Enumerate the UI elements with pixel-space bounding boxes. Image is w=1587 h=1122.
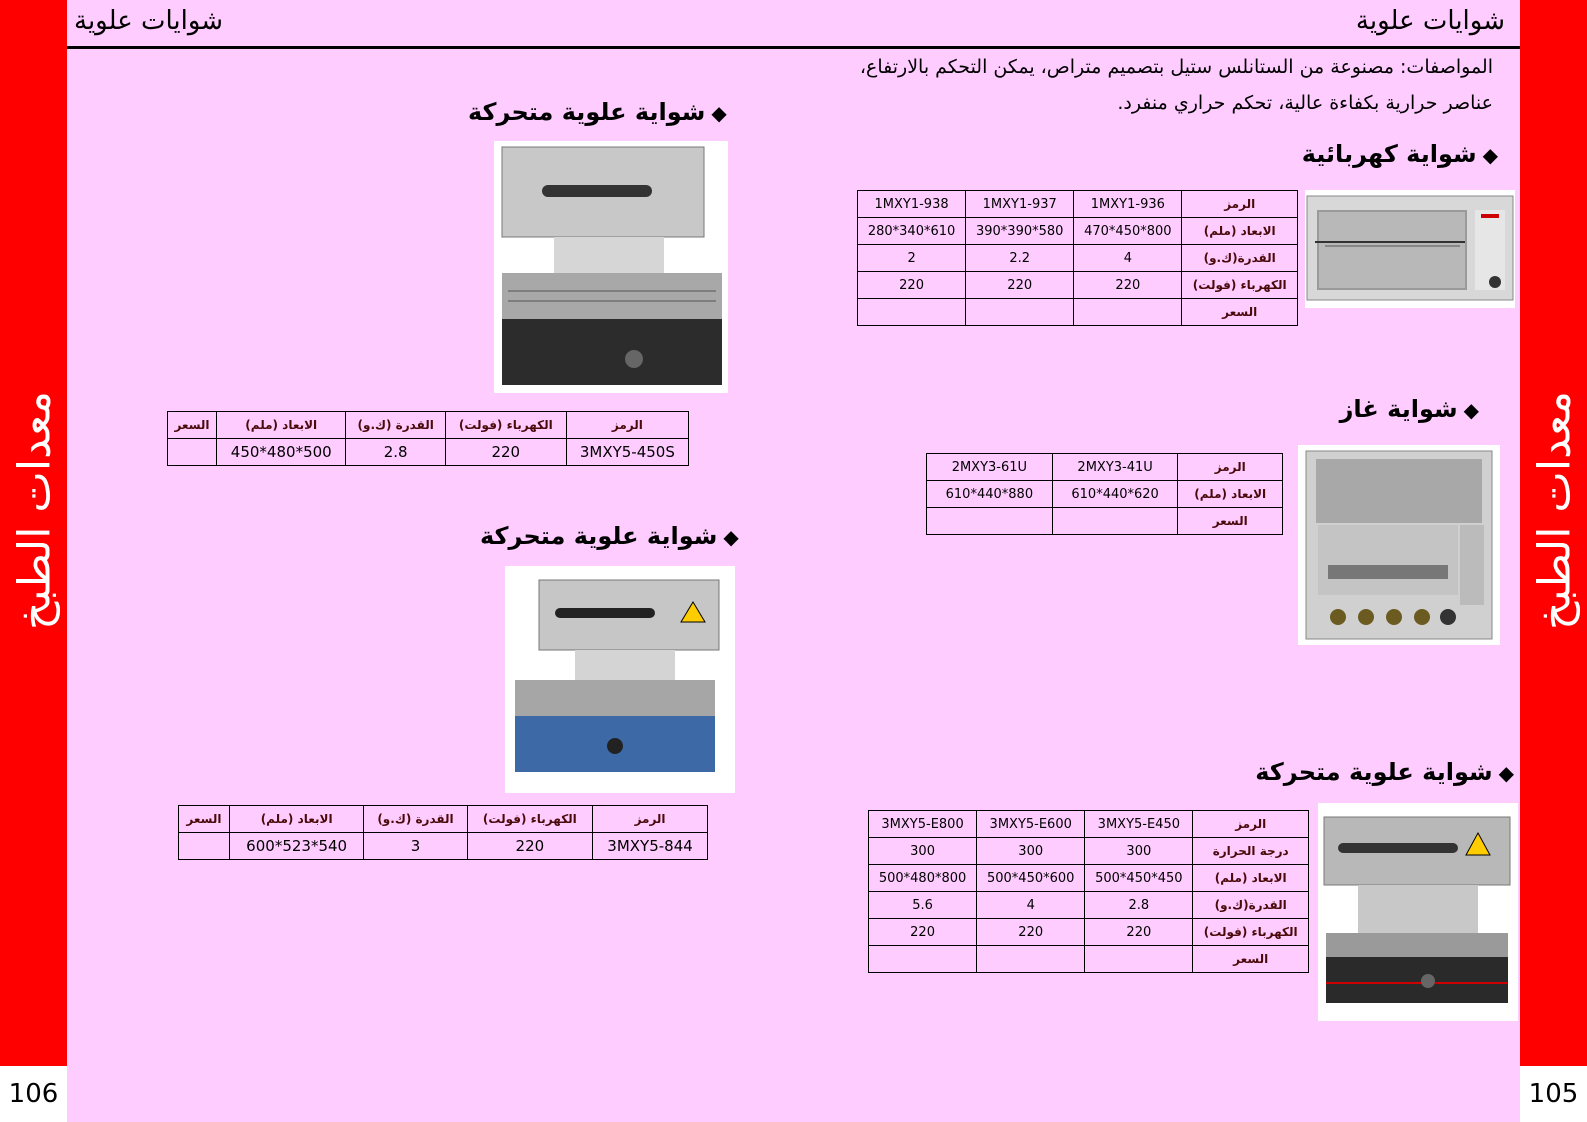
table-row (179, 833, 708, 860)
left-product-2-table (178, 805, 708, 860)
table-row (858, 299, 1298, 326)
table-cell: 620*440*610 (1052, 481, 1178, 508)
table-cell: 300 (1085, 838, 1193, 865)
table-cell: 220 (1074, 272, 1182, 299)
column-header: السعر (168, 412, 217, 439)
table-cell: 220 (1085, 919, 1193, 946)
table-cell: 220 (445, 439, 566, 466)
table-row (869, 946, 1309, 973)
table-cell: 2 (858, 245, 966, 272)
movable-salamander-image-right (1318, 803, 1518, 1021)
table-header-row (168, 412, 689, 439)
table-cell: 220 (858, 272, 966, 299)
gas-section-title: ◆شواية غاز (1339, 395, 1479, 423)
column-header: الرمز (566, 412, 688, 439)
row-label: الكهرباء (فولت) (1193, 919, 1309, 946)
column-header: الابعاد (ملم) (217, 412, 346, 439)
table-cell (977, 946, 1085, 973)
table-cell: 2MXY3-61U (927, 454, 1053, 481)
row-label: القدرة(ك.و) (1182, 245, 1298, 272)
row-label: الرمز (1193, 811, 1309, 838)
table-cell: 5.6 (869, 892, 977, 919)
row-label: درجة الحرارة (1193, 838, 1309, 865)
table-header-row (179, 806, 708, 833)
table-cell: 2.2 (966, 245, 1074, 272)
row-label: الابعاد (ملم) (1193, 865, 1309, 892)
column-header: السعر (179, 806, 230, 833)
table-cell: 220 (467, 833, 593, 860)
table-cell (1074, 299, 1182, 326)
table-cell: 2MXY3-41U (1052, 454, 1178, 481)
specs-line-1: المواصفات: مصنوعة من الستانلس ستيل بتصميم متراص، يمكن التحكم بالارتفاع، (859, 56, 1493, 78)
table-cell (168, 439, 217, 466)
diamond-bullet-icon: ◆ (711, 101, 727, 125)
row-label: القدرة(ك.و) (1193, 892, 1309, 919)
column-header: القدرة (ك.و) (346, 412, 445, 439)
table-cell: 1MXY1-936 (1074, 191, 1182, 218)
table-cell: 600*450*500 (977, 865, 1085, 892)
electric-spec-table (857, 190, 1298, 326)
row-label: الكهرباء (فولت) (1182, 272, 1298, 299)
table-row (927, 481, 1283, 508)
movable-spec-table-right (868, 810, 1309, 973)
table-cell: 4 (1074, 245, 1182, 272)
table-cell: 500*480*450 (217, 439, 346, 466)
diamond-bullet-icon: ◆ (1482, 143, 1498, 167)
gas-salamander-image (1298, 445, 1500, 645)
table-cell: 220 (869, 919, 977, 946)
table-row (869, 838, 1309, 865)
table-cell: 610*340*280 (858, 218, 966, 245)
right-page-number: 105 (1520, 1066, 1587, 1122)
row-label: الابعاد (ملم) (1178, 481, 1283, 508)
left-page-number: 106 (0, 1066, 67, 1122)
table-row (869, 865, 1309, 892)
left-header-title: شوايات علوية (74, 6, 224, 36)
left-product-1-title: ◆شواية علوية متحركة (468, 98, 727, 126)
diamond-bullet-icon: ◆ (1498, 761, 1514, 785)
row-label: السعر (1182, 299, 1298, 326)
movable-section-title: ◆شواية علوية متحركة (1255, 758, 1514, 786)
table-cell: 800*480*500 (869, 865, 977, 892)
table-cell: 2.8 (346, 439, 445, 466)
diamond-bullet-icon: ◆ (1463, 398, 1479, 422)
table-cell: 220 (966, 272, 1074, 299)
table-row (858, 218, 1298, 245)
table-cell: 540*523*600 (229, 833, 363, 860)
table-cell (1052, 508, 1178, 535)
table-cell: 2.8 (1085, 892, 1193, 919)
table-cell: 880*440*610 (927, 481, 1053, 508)
header-rule (67, 46, 1520, 49)
column-header: الكهرباء (فولت) (467, 806, 593, 833)
table-cell (869, 946, 977, 973)
row-label: السعر (1193, 946, 1309, 973)
right-side-bar (1520, 0, 1587, 1122)
table-cell: 3MXY5-844 (593, 833, 708, 860)
specs-line-2: عناصر حرارية بكفاءة عالية، تحكم حراري منفرد. (1117, 92, 1493, 114)
table-cell (179, 833, 230, 860)
table-cell: 3MXY5-E800 (869, 811, 977, 838)
table-cell (927, 508, 1053, 535)
table-cell: 3 (364, 833, 467, 860)
table-cell: 300 (977, 838, 1085, 865)
table-cell: 300 (869, 838, 977, 865)
electric-section-title: ◆شواية كهربائية (1301, 140, 1498, 168)
table-cell (858, 299, 966, 326)
table-cell (966, 299, 1074, 326)
table-cell: 450*450*500 (1085, 865, 1193, 892)
table-cell: 4 (977, 892, 1085, 919)
left-product-1-table (167, 411, 689, 466)
table-row (869, 919, 1309, 946)
column-header: الابعاد (ملم) (229, 806, 363, 833)
table-row (858, 272, 1298, 299)
table-row (927, 508, 1283, 535)
column-header: الرمز (593, 806, 708, 833)
left-product-2-title: ◆شواية علوية متحركة (480, 522, 739, 550)
left-product-1-image (494, 141, 728, 393)
row-label: الابعاد (ملم) (1182, 218, 1298, 245)
table-cell: 3MXY5-E600 (977, 811, 1085, 838)
gas-spec-table (926, 453, 1283, 535)
table-row (168, 439, 689, 466)
electric-salamander-image (1305, 190, 1515, 308)
right-side-title: معدات الطبخ (1529, 391, 1581, 630)
table-row (858, 245, 1298, 272)
right-header-title: شوايات علوية (1355, 6, 1505, 36)
table-cell (1085, 946, 1193, 973)
left-product-2-image (505, 566, 735, 793)
table-cell: 1MXY1-937 (966, 191, 1074, 218)
table-cell: 580*390*390 (966, 218, 1074, 245)
table-row (869, 892, 1309, 919)
left-side-bar (0, 0, 67, 1122)
column-header: القدرة (ك.و) (364, 806, 467, 833)
table-cell: 3MXY5-E450 (1085, 811, 1193, 838)
table-cell: 800*450*470 (1074, 218, 1182, 245)
table-cell: 3MXY5-450S (566, 439, 688, 466)
column-header: الكهرباء (فولت) (445, 412, 566, 439)
row-label: السعر (1178, 508, 1283, 535)
table-row (869, 811, 1309, 838)
table-row (927, 454, 1283, 481)
left-side-title: معدات الطبخ (9, 391, 61, 630)
row-label: الرمز (1178, 454, 1283, 481)
row-label: الرمز (1182, 191, 1298, 218)
table-cell: 1MXY1-938 (858, 191, 966, 218)
table-cell: 220 (977, 919, 1085, 946)
table-row (858, 191, 1298, 218)
diamond-bullet-icon: ◆ (723, 525, 739, 549)
